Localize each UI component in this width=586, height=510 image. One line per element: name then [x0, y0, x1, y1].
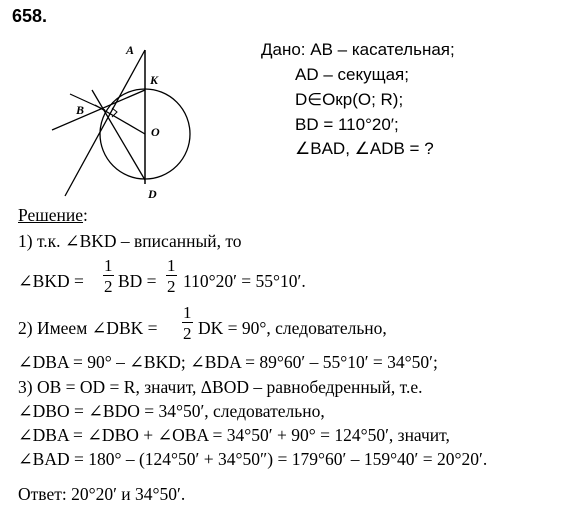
answer-line: Ответ: 20°20′ и 34°50′. [18, 484, 186, 504]
label-b: B [76, 103, 85, 117]
given-line-4: BD = 110°20′; [295, 115, 399, 134]
step1-intro: 1) т.к. ∠BKD – вписанный, то [18, 231, 242, 251]
fraction-numerator: 1 [167, 256, 176, 275]
line-step3: 3) OB = OD = R, значит, ΔBOD – равнобедренный, т.е. [18, 377, 423, 397]
given-line-5: ∠BAD, ∠ADB = ? [295, 139, 434, 158]
fraction-denominator: 2 [104, 277, 113, 296]
problem-number: 658. [12, 6, 48, 26]
step1-fraction-2 [166, 257, 177, 295]
line-dba: ∠DBA = 90° – ∠BKD; ∠BDA = 89°60′ – 55°10′ = 34°50′; [18, 352, 438, 372]
label-d: D [148, 187, 157, 201]
step1-fraction-1 [103, 257, 114, 295]
fraction-numerator: 1 [104, 256, 113, 275]
fraction-numerator: 1 [183, 303, 192, 322]
given-line-1: Дано: AB – касательная; [261, 40, 455, 59]
label-o: O [151, 125, 160, 139]
step1-lhs: ∠BKD = [18, 271, 84, 291]
step2-fraction [182, 304, 193, 342]
fraction-denominator: 2 [167, 277, 176, 296]
given-line-3: D∈Окр(O; R); [295, 90, 404, 109]
geometry-figure [0, 0, 240, 210]
step2-end: DK = 90°, следовательно, [198, 318, 387, 338]
solution-heading: Решение [18, 205, 84, 225]
fraction-denominator: 2 [183, 324, 192, 343]
step1-end: 110°20′ = 55°10′. [183, 271, 306, 291]
solution-heading-row [18, 205, 88, 226]
label-k: K [150, 73, 159, 87]
given-line-2: AD – секущая; [295, 65, 409, 84]
line-bad: ∠BAD = 180° – (124°50′ + 34°50″) = 179°60′ – 159°40′ = 20°20′. [18, 449, 488, 469]
label-a: A [126, 43, 135, 57]
line-dba-2: ∠DBA = ∠DBO + ∠OBA = 34°50′ + 90° = 124°50′, значит, [18, 425, 450, 445]
step2-lhs: 2) Имеем ∠DBK = [18, 318, 158, 338]
step1-mid: BD = [118, 271, 157, 291]
line-bk [52, 90, 145, 130]
line-dbo: ∠DBO = ∠BDO = 34°50′, следовательно, [18, 401, 325, 421]
solution-heading-colon: : [83, 205, 88, 225]
tangent-line-ab [65, 50, 145, 196]
